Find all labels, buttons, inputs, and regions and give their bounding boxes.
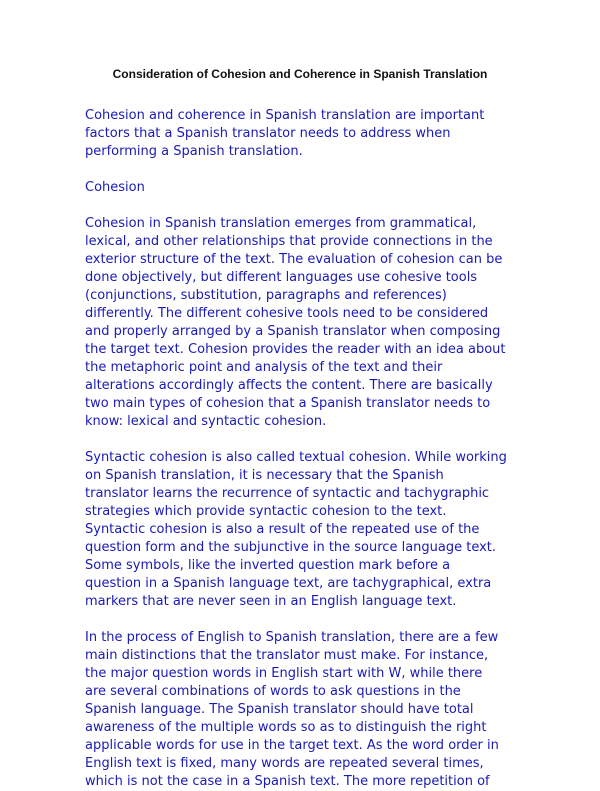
document-body — [85, 107, 525, 791]
document-title: Consideration of Cohesion and Coherence in Spanish Translation — [112, 67, 488, 81]
syntactic-cohesion-paragraph: Syntactic cohesion is also called textual cohesion. While working on Spanish translation, it is necessary that the Spanish translator learns the recurrence of syntactic and tachygraphic strategies which provide syntactic cohesion to the text. Syntactic cohesion is also a result of the repeated use of the question form and the subjunctive in the source language text. Some symbols, like the inverted question mark before a question in a Spanish language text, are tachygraphical, extra markers that are never seen in an English language text. — [85, 450, 507, 609]
english-spanish-paragraph: In the process of English to Spanish translation, there are a few main distinctions that the translator must make. For instance, the major question words in English start with W, while there are several combinations of words to ask questions in the Spanish language. The Spanish translator should have total awareness of the multiple words so as to distinguish the right applicable words for use in the target text. As the word order in English text is fixed, many words are repeated several times, which is not the case in a Spanish text. The more repetition of — [85, 630, 499, 789]
cohesion-paragraph: Cohesion in Spanish translation emerges from grammatical, lexical, and other relationships that provide connections in the exterior structure of the text. The evaluation of cohesion can be done objectively, but different languages use cohesive tools (conjunctions, substitution, paragraphs and references) differently. The different cohesive tools need to be considered and properly arranged by a Spanish translator when composing the target text. Cohesion provides the reader with an idea about the metaphoric point and analysis of the text and their alterations accordingly affects the content. There are basically two main types of cohesion that a Spanish translator needs to know: lexical and syntactic cohesion. — [85, 216, 506, 429]
section-heading-cohesion: Cohesion — [85, 180, 145, 195]
intro-paragraph: Cohesion and coherence in Spanish translation are important factors that a Spanish translator needs to address when performing a Spanish translation. — [85, 108, 485, 159]
